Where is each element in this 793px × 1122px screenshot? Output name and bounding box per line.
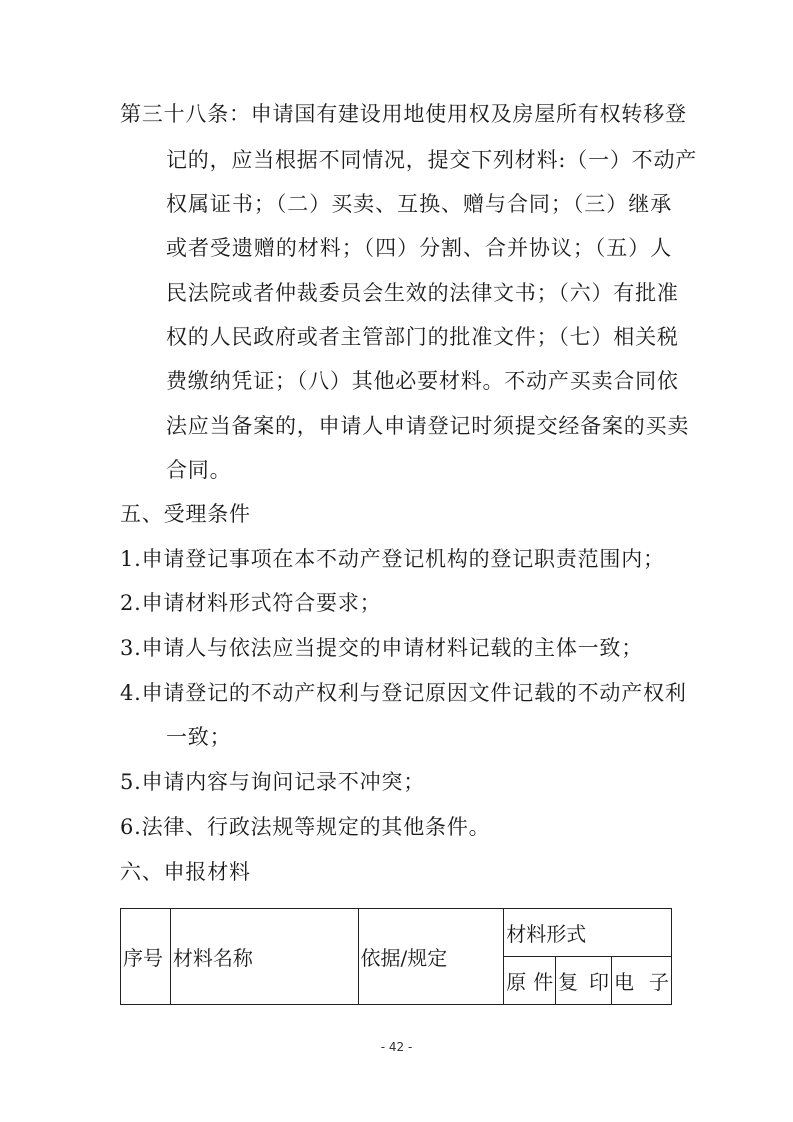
article-line: 权属证书；（二）买卖、互换、赠与合同；（三）继承 <box>166 192 672 216</box>
subheader-electronic: 电子 <box>612 957 672 1005</box>
article-line: 记的，应当根据不同情况，提交下列材料:（一）不动产 <box>166 148 698 172</box>
materials-table <box>120 908 672 1005</box>
condition-item: 1.申请登记事项在本不动产登记机构的登记职责范围内； <box>120 547 665 571</box>
article-line: 合同。 <box>166 458 232 482</box>
header-material-name: 材料名称 <box>170 909 358 1005</box>
article-line: 或者受遗赠的材料；（四）分割、合并协议；（五）人 <box>166 236 672 260</box>
article-line: 第三十八条：申请国有建设用地使用权及房屋所有权转移登 <box>120 102 687 126</box>
condition-item: 3.申请人与依法应当提交的申请材料记载的主体一致； <box>120 636 644 660</box>
header-seq: 序号 <box>121 909 171 1005</box>
table-header-row <box>121 909 672 957</box>
condition-item-continuation: 一致； <box>166 725 232 749</box>
condition-item: 5.申请内容与询问记录不冲突； <box>120 770 426 794</box>
header-material-form: 材料形式 <box>504 909 672 957</box>
subheader-copy: 复印 <box>556 957 612 1005</box>
section-5-heading: 五、受理条件 <box>120 502 251 526</box>
condition-item: 2.申请材料形式符合要求； <box>120 591 382 615</box>
condition-item: 4.申请登记的不动产权利与登记原因文件记载的不动产权利 <box>120 681 687 705</box>
header-basis: 依据/规定 <box>358 909 504 1005</box>
article-line: 法应当备案的，申请人申请登记时须提交经备案的买卖 <box>166 414 690 438</box>
article-line: 费缴纳凭证；（八）其他必要材料。不动产买卖合同依 <box>166 369 679 393</box>
page-number: - 42 - <box>380 1040 413 1054</box>
section-6-heading: 六、申报材料 <box>120 860 251 884</box>
article-line: 权的人民政府或者主管部门的批准文件；（七）相关税 <box>166 325 679 349</box>
condition-item: 6.法律、行政法规等规定的其他条件。 <box>120 815 491 839</box>
subheader-original: 原件 <box>504 957 556 1005</box>
article-line: 民法院或者仲裁委员会生效的法律文书；（六）有批准 <box>166 281 679 305</box>
